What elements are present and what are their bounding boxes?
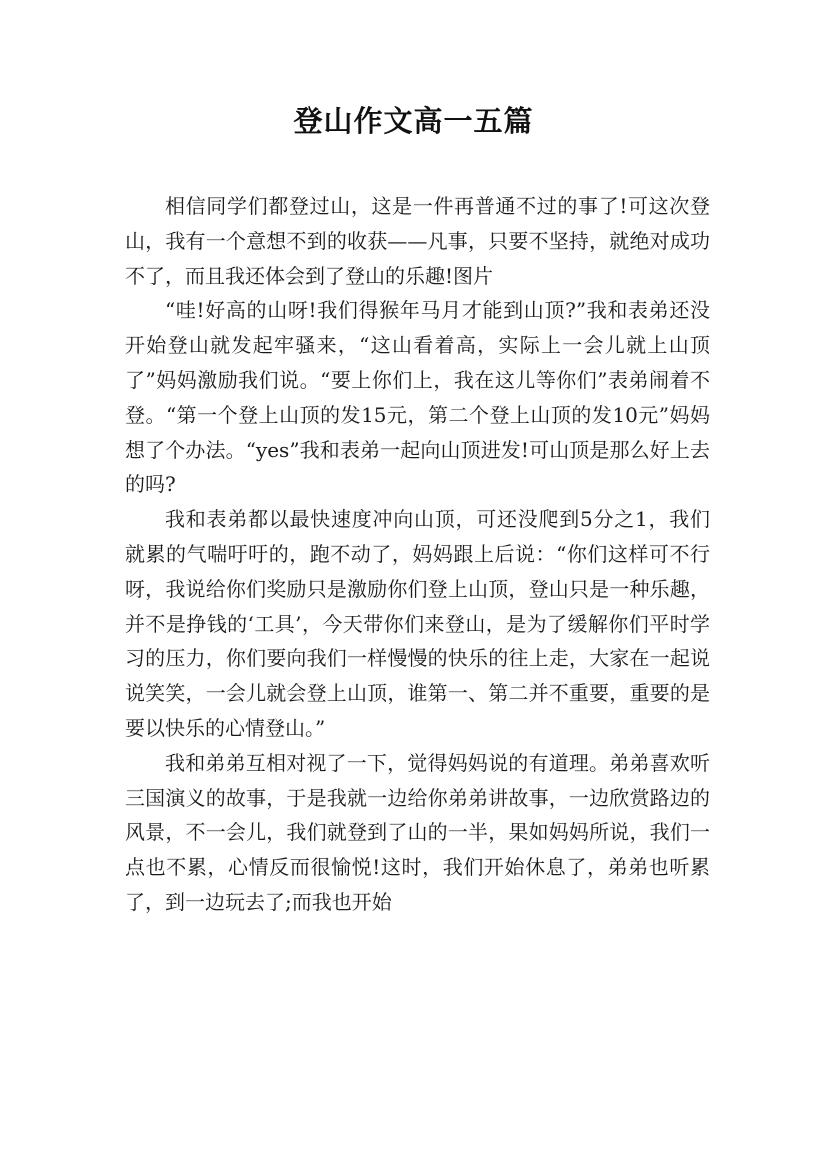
document-title: 登山作文高一五篇 [293, 104, 534, 138]
document-body [125, 189, 710, 920]
paragraph: 我和弟弟互相对视了一下，觉得妈妈说的有道理。弟弟喜欢听三国演义的故事，于是我就一边给你弟弟讲故事，一边欣赏路边的风景，不一会儿，我们就登到了山的一半，果如妈妈所说，我们一点也不累，心情反而很愉悦!这时，我们开始休息了，弟弟也听累了，到一边玩去了;而我也开始 [125, 750, 710, 914]
paragraph: “哇!好高的山呀!我们得猴年马月才能到山顶?”我和表弟还没开始登山就发起牢骚来，“这山看着高，实际上一会儿就上山顶了”妈妈激励我们说。“要上你们上，我在这儿等你们”表弟闹着不登。“第一个登上山顶的发15元，第二个登上山顶的发10元”妈妈想了个办法。“yes”我和表弟一起向山顶进发!可山顶是那么好上去的吗? [125, 298, 710, 497]
paragraph: 相信同学们都登过山，这是一件再普通不过的事了!可这次登山，我有一个意想不到的收获——凡事，只要不坚持，就绝对成功不了，而且我还体会到了登山的乐趣!图片 [125, 194, 710, 288]
paragraph: 我和表弟都以最快速度冲向山顶，可还没爬到5分之1，我们就累的气喘吁吁的，跑不动了，妈妈跟上后说：“你们这样可不行呀，我说给你们奖励只是激励你们登上山顶，登山只是一种乐趣，并不是挣钱的‘工具’，今天带你们来登山，是为了缓解你们平时学习的压力，你们要向我们一样慢慢的快乐的往上走，大家在一起说说笑笑，一会儿就会登上山顶，谁第一、第二并不重要，重要的是要以快乐的心情登山。” [125, 507, 710, 740]
